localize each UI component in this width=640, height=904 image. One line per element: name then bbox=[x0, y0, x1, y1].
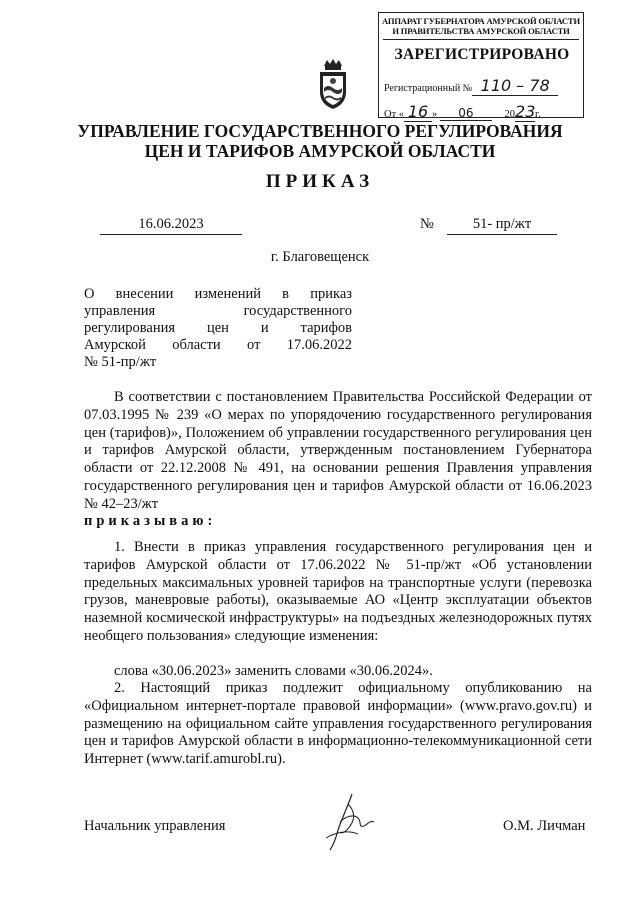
stamp-registration-row bbox=[384, 76, 558, 96]
preamble-paragraph: В соответствии с постановлением Правительства Российской Федерации от 07.03.1995 № 239 «О мерах по упорядочению государственного регулирования цен (тарифов)», Положением об управлении государственного регулирования цен и тарифов Амурской области, утвержденным постановлением Губернатора области от 22.12.2008 № 491, на основании решения Правления управления государственного регулирования цен и тарифов Амурской области от 16.06.2023 № 42–23/жт bbox=[84, 389, 592, 512]
subject-line: управления государственного bbox=[84, 303, 352, 319]
subject-line: Амурской области от 17.06.2022 bbox=[84, 337, 352, 353]
stamp-organization bbox=[382, 16, 580, 36]
document-subject bbox=[84, 286, 352, 371]
item-1-change: слова «30.06.2023» заменить словами «30.06.2024». bbox=[114, 663, 433, 679]
stamp-title: ЗАРЕГИСТРИРОВАНО bbox=[394, 46, 570, 63]
organization-name bbox=[60, 121, 580, 161]
stamp-org-line1: АППАРАТ ГУБЕРНАТОРА АМУРСКОЙ ОБЛАСТИ bbox=[382, 16, 580, 26]
document-date: 16.06.2023 bbox=[100, 216, 242, 235]
subject-line: № 51-пр/жт bbox=[84, 354, 157, 370]
stamp-day: 16 bbox=[404, 102, 432, 122]
number-sign: № bbox=[420, 216, 434, 232]
document-type: ПРИКАЗ bbox=[265, 171, 375, 192]
order-verb: приказываю: bbox=[84, 513, 217, 529]
item-2-paragraph: 2. Настоящий приказ подлежит официальному опубликованию на «Официальном интернет-портале правовой информации» (www.pravo.gov.ru) и размещению на официальном сайте управления государственного регулирования цен и тарифов Амурской области в информационно-телекоммуникационной сети Интернет (www.tarif.amurobl.ru). bbox=[84, 680, 592, 768]
stamp-date-prefix: От « bbox=[384, 109, 405, 120]
item-1-paragraph: 1. Внести в приказ управления государственного регулирования цен и тарифов Амурской области от 17.06.2022 № 51-пр/жт «Об установлении предельных максимальных уровней тарифов на транспортные услуги (перевозка грузов, маневровые работы), оказываемые АО «Центр эксплуатации объектов наземной космической инфраструктуры» на подъездных железнодорожных путях необщего пользования» следующие изменения: bbox=[84, 539, 592, 644]
stamp-reg-label: Регистрационный № bbox=[384, 83, 473, 94]
org-line1: УПРАВЛЕНИЕ ГОСУДАРСТВЕННОГО РЕГУЛИРОВАНИЯ bbox=[77, 121, 563, 141]
stamp-year-end: г. bbox=[535, 109, 541, 120]
document-number: 51- пр/жт bbox=[447, 216, 557, 235]
coat-of-arms-icon bbox=[318, 58, 348, 115]
stamp-divider bbox=[383, 39, 579, 40]
stamp-date-sep: » bbox=[432, 109, 438, 120]
signatory-name: О.М. Личман bbox=[503, 818, 586, 834]
signatory-position: Начальник управления bbox=[84, 818, 226, 834]
stamp-month: 06 bbox=[440, 106, 492, 121]
stamp-year-suffix: 23 bbox=[515, 102, 536, 121]
stamp-org-line2: И ПРАВИТЕЛЬСТВА АМУРСКОЙ ОБЛАСТИ bbox=[392, 26, 570, 36]
stamp-reg-number: 110 – 78 bbox=[472, 76, 558, 96]
org-line2: ЦЕН И ТАРИФОВ АМУРСКОЙ ОБЛАСТИ bbox=[144, 141, 496, 161]
stamp-year-prefix: 20 bbox=[504, 109, 516, 120]
subject-line: регулирования цен и тарифов bbox=[84, 320, 352, 336]
handwritten-signature bbox=[318, 792, 382, 859]
registration-stamp bbox=[378, 12, 584, 121]
stamp-date-row bbox=[384, 102, 541, 122]
city: г. Благовещенск bbox=[270, 249, 370, 265]
subject-line: О внесении изменений в приказ bbox=[84, 286, 352, 302]
